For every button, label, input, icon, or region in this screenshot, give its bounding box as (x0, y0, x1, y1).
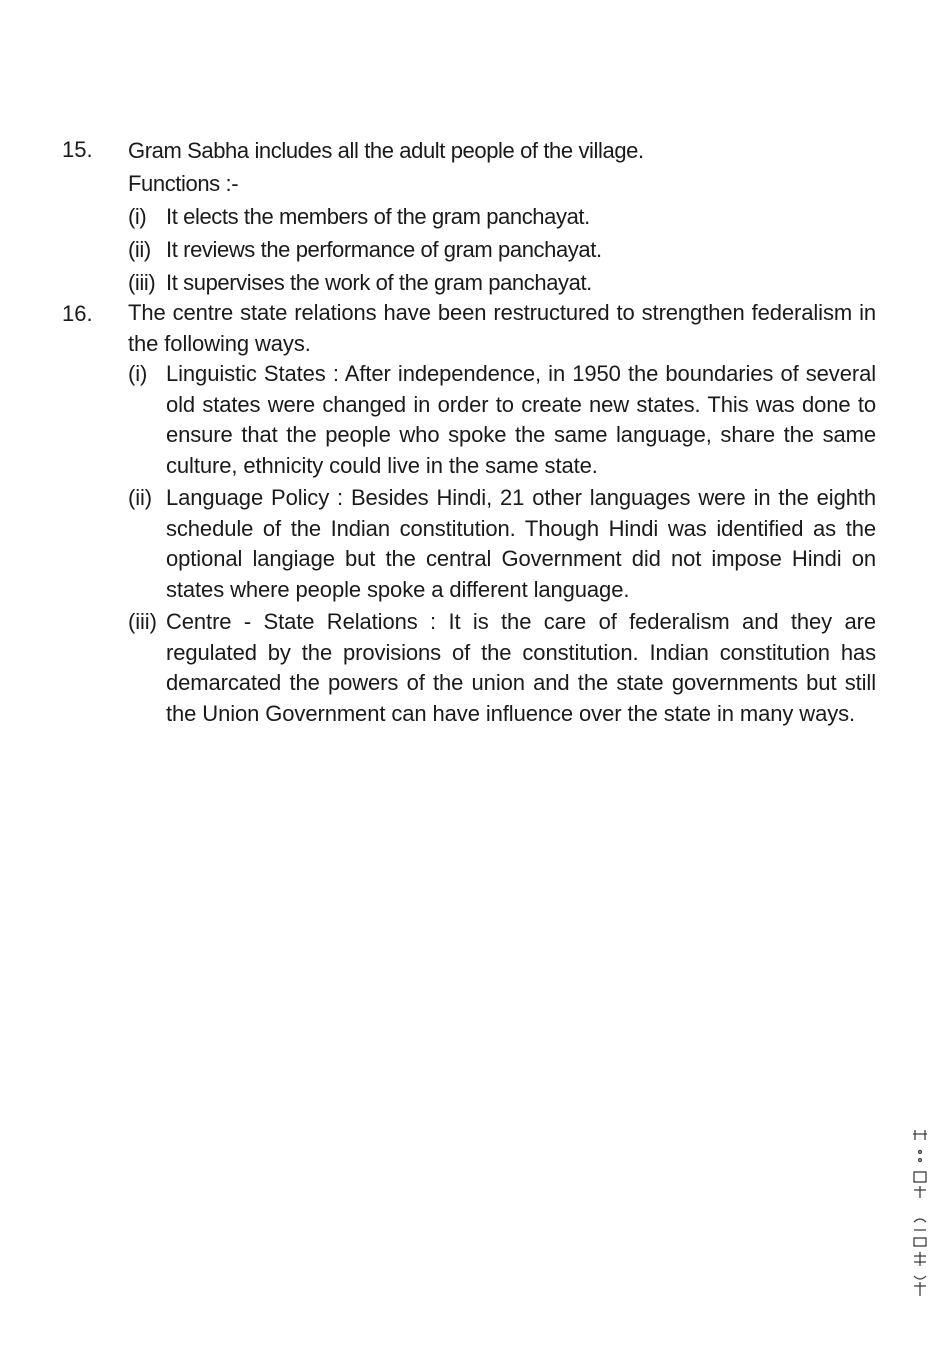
question-body (128, 134, 876, 299)
item-marker: (iii) (128, 270, 156, 295)
list-item (128, 233, 876, 266)
question-number: 15. (62, 137, 93, 162)
page-footer-mark-icon (905, 1130, 935, 1300)
functions-heading: Functions :- (128, 171, 239, 196)
question-body (128, 298, 876, 729)
question-number: 16. (62, 301, 93, 326)
list-item (128, 200, 876, 233)
list-item (128, 483, 876, 605)
item-marker: (i) (128, 204, 147, 229)
question-lead: Gram Sabha includes all the adult people of the village. (128, 138, 644, 163)
item-text: Linguistic States : After independence, in 1950 the boundaries of several old states were changed in order to create new states. This was done to ensure that the people who spoke the same language, share the same culture, ethnicity could live in the same state. (166, 361, 876, 478)
question-16 (62, 298, 876, 729)
item-marker: (ii) (128, 485, 153, 510)
question-lead: The centre state relations have been restructured to strengthen federalism in the following ways. (128, 300, 876, 356)
item-marker: (ii) (128, 237, 151, 262)
question-15 (62, 134, 876, 299)
item-text: It elects the members of the gram panchayat. (166, 204, 590, 229)
item-text: Centre - State Relations : It is the care of federalism and they are regulated by the provisions of the constitution. Indian constitution has demarcated the powers of the union and the state governments but still the Union Government can have influence over the state in many ways. (166, 609, 876, 726)
list-item (128, 607, 876, 729)
list-item (128, 359, 876, 481)
item-marker: (i) (128, 361, 148, 386)
list-item (128, 266, 876, 299)
item-text: It reviews the performance of gram panchayat. (166, 237, 602, 262)
item-text: Language Policy : Besides Hindi, 21 other languages were in the eighth schedule of the Indian constitution. Though Hindi was identified as the optional langiage but the central Government did not impose Hindi on states where people spoke a different language. (166, 485, 876, 602)
item-marker: (iii) (128, 609, 157, 634)
item-text: It supervises the work of the gram panchayat. (166, 270, 592, 295)
